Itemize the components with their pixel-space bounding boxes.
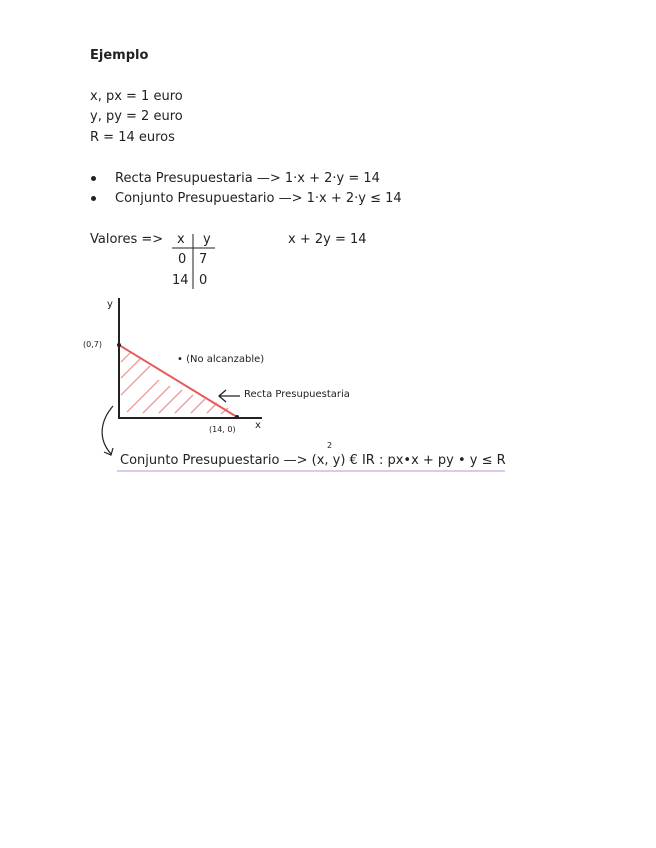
table-header-x: x bbox=[177, 232, 185, 247]
curved-arrow-icon bbox=[102, 406, 113, 455]
point-x-intercept-label: (14, 0) bbox=[209, 425, 236, 434]
values-label: Valores => bbox=[90, 232, 164, 247]
unreachable-label: • (No alcanzable) bbox=[177, 354, 265, 365]
conclusion-statement: Conjunto Presupuestario —> (x, y) € IR : px•x + py • y ≤ R bbox=[120, 453, 506, 468]
budget-line-label: Recta Presupuestaria bbox=[244, 389, 350, 400]
x-axis-label: x bbox=[255, 420, 261, 431]
arrow-left-icon bbox=[219, 390, 240, 402]
bullet-conjunto-presupuestario: Conjunto Presupuestario —> 1·x + 2·y ≤ 14 bbox=[115, 191, 402, 206]
table-header-y: y bbox=[203, 232, 211, 247]
heading: Ejemplo bbox=[90, 48, 149, 63]
table-cell-x-2: 14 bbox=[172, 273, 189, 288]
point-y-intercept-label: (0,7) bbox=[83, 340, 102, 349]
bullet-recta-presupuestaria: Recta Presupuestaria —> 1·x + 2·y = 14 bbox=[115, 171, 380, 186]
y-axis-label: y bbox=[107, 299, 113, 310]
table-cell-y-1: 7 bbox=[199, 252, 208, 267]
given-income: R = 14 euros bbox=[90, 130, 175, 145]
superscript-two: 2 bbox=[327, 441, 333, 450]
table-cell-y-2: 0 bbox=[199, 273, 208, 288]
conclusion-underline bbox=[117, 470, 505, 472]
given-price-y: y, py = 2 euro bbox=[90, 109, 183, 124]
table-equation: x + 2y = 14 bbox=[288, 232, 367, 247]
table-cell-x-1: 0 bbox=[178, 252, 187, 267]
given-price-x: x, px = 1 euro bbox=[90, 89, 183, 104]
